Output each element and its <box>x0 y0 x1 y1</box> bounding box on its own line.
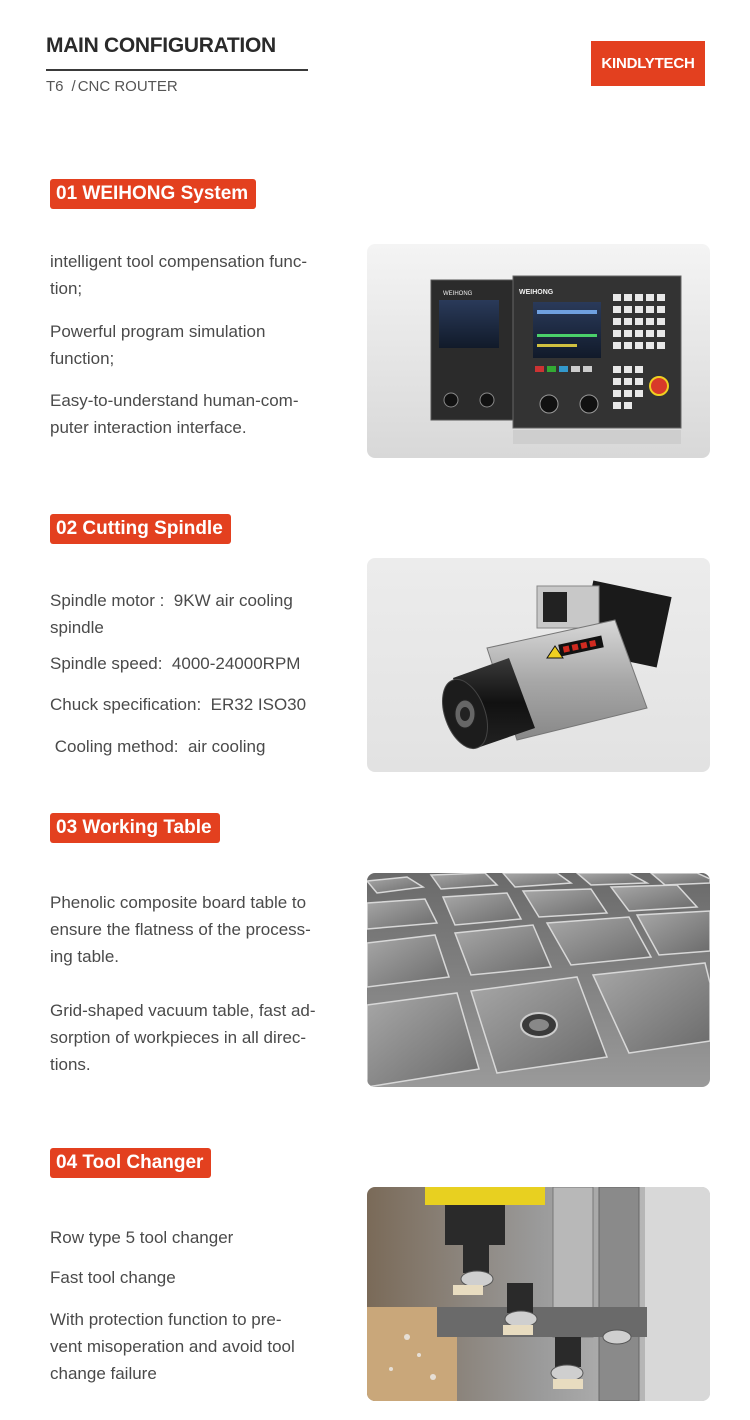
product-name: CNC ROUTER <box>77 78 178 95</box>
working-table-image <box>367 873 710 1087</box>
section-01-line-1: intelligent tool compensation func- tion; <box>50 252 308 298</box>
section-02-line-4: Cooling method: air cooling <box>50 737 266 756</box>
model-name: T6 <box>46 78 64 95</box>
section-04-line-1: Row type 5 tool changer <box>50 1228 234 1247</box>
page-title: MAIN CONFIGURATION <box>46 34 276 57</box>
section-04-line-3: With protection function to pre- vent misoperation and avoid tool change failure <box>50 1310 295 1383</box>
section-03-line-2: Grid-shaped vacuum table, fast ad- sorption of workpieces in all direc- tions. <box>50 1001 316 1074</box>
section-02-line-1: Spindle motor : 9KW air cooling spindle <box>50 591 293 637</box>
section-03-line-1: Phenolic composite board table to ensure the flatness of the process- ing table. <box>50 893 311 966</box>
section-02-line-2: Spindle speed: 4000-24000RPM <box>50 654 301 673</box>
brand-logo: KINDLYTECH <box>591 41 705 86</box>
tool-changer-rack-icon <box>367 1187 710 1401</box>
section-02-line-3: Chuck specification: ER32 ISO30 <box>50 695 307 714</box>
cnc-controller-panel-icon <box>367 244 710 458</box>
section-04-line-2: Fast tool change <box>50 1268 176 1287</box>
section-02-badge: 02 Cutting Spindle <box>50 514 231 544</box>
section-01-badge: 01 WEIHONG System <box>50 179 256 209</box>
section-01-line-3: Easy-to-understand human-com- puter interaction interface. <box>50 391 299 437</box>
spindle-motor-icon <box>367 558 710 772</box>
controller-brand-text-back: WEIHONG <box>443 291 473 297</box>
vacuum-table-grid-icon <box>367 873 710 1087</box>
tool-changer-image <box>367 1187 710 1401</box>
spindle-image <box>367 558 710 772</box>
title-underline <box>46 69 308 71</box>
controller-brand-text: WEIHONG <box>519 289 554 296</box>
section-03-badge: 03 Working Table <box>50 813 220 843</box>
page-subtitle <box>46 78 178 95</box>
subtitle-separator: / <box>71 78 76 95</box>
cnc-controller-image <box>367 244 710 458</box>
section-04-badge: 04 Tool Changer <box>50 1148 211 1178</box>
section-01-line-2: Powerful program simulation function; <box>50 322 266 368</box>
